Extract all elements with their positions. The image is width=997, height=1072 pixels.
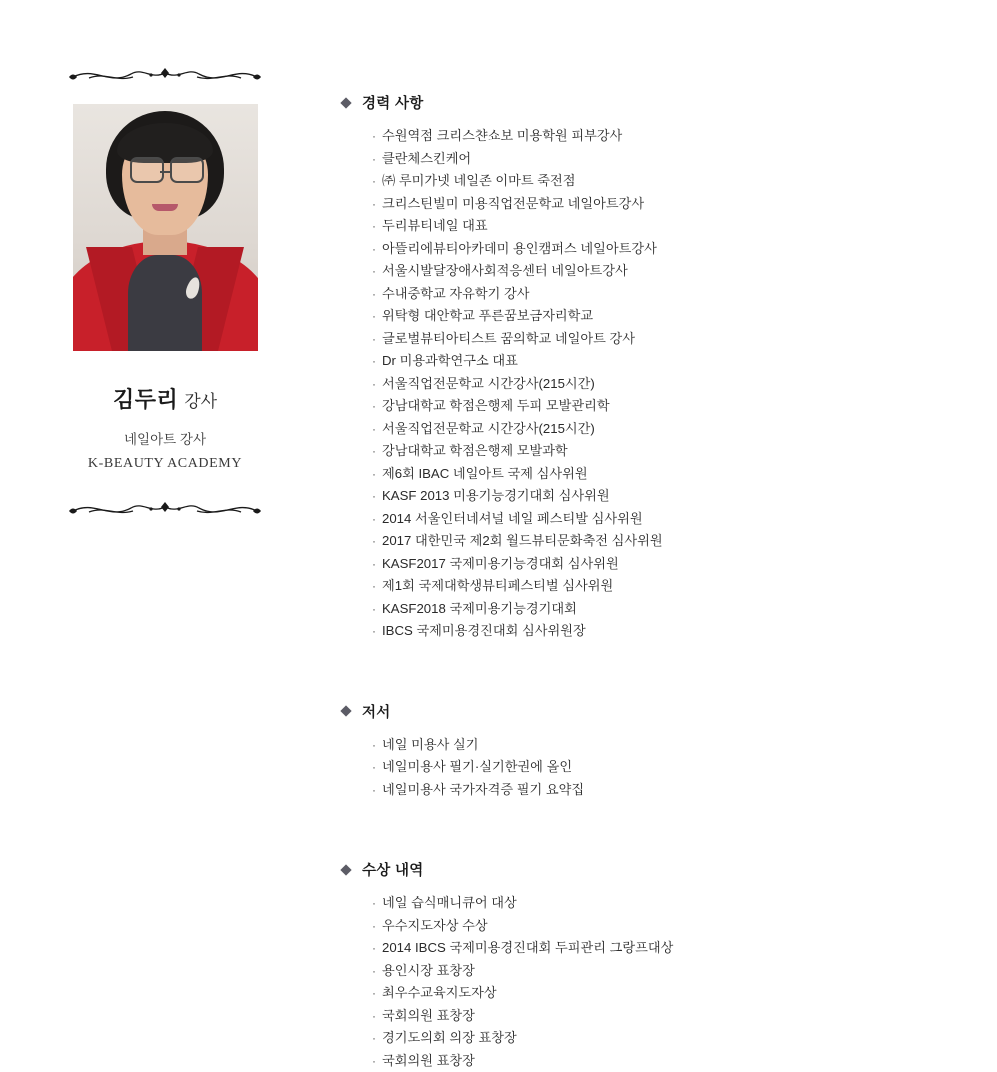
item-bullet: · xyxy=(372,305,376,328)
list-item-label: IBCS 국제미용경진대회 심사위원장 xyxy=(382,620,586,643)
list-item xyxy=(372,734,997,757)
list-item xyxy=(372,440,997,463)
profile-column xyxy=(0,0,330,522)
item-bullet: · xyxy=(372,148,376,171)
section-career-list xyxy=(342,125,997,643)
list-item xyxy=(372,463,997,486)
section-books-list xyxy=(342,734,997,802)
list-item-label: 우수지도자상 수상 xyxy=(382,915,488,938)
section-books-title: 저서 xyxy=(362,701,391,722)
item-bullet: · xyxy=(372,260,376,283)
list-item-label: 용인시장 표창장 xyxy=(382,960,475,983)
list-item-label: 2014 서울인터네셔널 네일 페스티발 심사위원 xyxy=(382,508,643,531)
item-bullet: · xyxy=(372,215,376,238)
list-item xyxy=(372,598,997,621)
list-item-label: 수내중학교 자유학기 강사 xyxy=(382,283,529,306)
sections-column xyxy=(330,0,997,1072)
section-awards-list xyxy=(342,892,997,1072)
item-bullet: · xyxy=(372,125,376,148)
instructor-name-main: 김두리 xyxy=(113,387,178,412)
list-item-label: Dr 미용과학연구소 대표 xyxy=(382,350,518,373)
item-bullet: · xyxy=(372,463,376,486)
list-item xyxy=(372,915,997,938)
list-item-label: 수원역점 크리스챤쇼보 미용학원 피부강사 xyxy=(382,125,622,148)
section-awards-header xyxy=(342,859,997,880)
list-item xyxy=(372,170,997,193)
diamond-bullet-icon xyxy=(340,864,351,875)
item-bullet: · xyxy=(372,937,376,960)
list-item-label: KASF2018 국제미용기능경기대회 xyxy=(382,598,577,621)
diamond-bullet-icon xyxy=(340,97,351,108)
item-bullet: · xyxy=(372,915,376,938)
flourish-divider-icon xyxy=(65,62,265,88)
item-bullet: · xyxy=(372,530,376,553)
list-item xyxy=(372,215,997,238)
item-bullet: · xyxy=(372,960,376,983)
list-item xyxy=(372,1050,997,1072)
item-bullet: · xyxy=(372,440,376,463)
item-bullet: · xyxy=(372,620,376,643)
list-item xyxy=(372,193,997,216)
list-item xyxy=(372,238,997,261)
list-item xyxy=(372,508,997,531)
section-career-header xyxy=(342,92,997,113)
list-item xyxy=(372,148,997,171)
list-item xyxy=(372,1027,997,1050)
list-item xyxy=(372,575,997,598)
list-item xyxy=(372,530,997,553)
item-bullet: · xyxy=(372,283,376,306)
item-bullet: · xyxy=(372,892,376,915)
item-bullet: · xyxy=(372,350,376,373)
item-bullet: · xyxy=(372,170,376,193)
item-bullet: · xyxy=(372,238,376,261)
list-item xyxy=(372,485,997,508)
list-item-label: 제1회 국제대학생뷰티페스티벌 심사위원 xyxy=(382,575,613,598)
list-item-label: 강남대학교 학점은행제 두피 모발관리학 xyxy=(382,395,610,418)
list-item xyxy=(372,779,997,802)
list-item-label: 2017 대한민국 제2회 월드뷰티문화축전 심사위원 xyxy=(382,530,663,553)
list-item-label: 두리뷰티네일 대표 xyxy=(382,215,488,238)
item-bullet: · xyxy=(372,1027,376,1050)
list-item-label: KASF 2013 미용기능경기대회 심사위원 xyxy=(382,485,610,508)
list-item xyxy=(372,350,997,373)
list-item-label: 서울직업전문학교 시간강사(215시간) xyxy=(382,373,595,396)
list-item xyxy=(372,960,997,983)
list-item-label: 클란체스킨케어 xyxy=(382,148,471,171)
list-item-label: 2014 IBCS 국제미용경진대회 두피관리 그랑프대상 xyxy=(382,937,673,960)
list-item xyxy=(372,1005,997,1028)
list-item-label: 크리스틴빌미 미용직업전문학교 네일아트강사 xyxy=(382,193,644,216)
item-bullet: · xyxy=(372,734,376,757)
list-item-label: 서울시발달장애사회적응센터 네일아트강사 xyxy=(382,260,628,283)
item-bullet: · xyxy=(372,1050,376,1072)
item-bullet: · xyxy=(372,982,376,1005)
instructor-name xyxy=(113,383,217,414)
item-bullet: · xyxy=(372,328,376,351)
section-career-title: 경력 사항 xyxy=(362,92,424,113)
list-item xyxy=(372,892,997,915)
list-item xyxy=(372,395,997,418)
item-bullet: · xyxy=(372,418,376,441)
list-item-label: 네일 습식매니큐어 대상 xyxy=(382,892,517,915)
item-bullet: · xyxy=(372,373,376,396)
instructor-role: 네일아트 강사 xyxy=(124,428,206,448)
list-item xyxy=(372,125,997,148)
list-item-label: KASF2017 국제미용기능경대회 심사위원 xyxy=(382,553,619,576)
section-awards xyxy=(342,859,997,1072)
list-item xyxy=(372,756,997,779)
portrait-photo xyxy=(73,104,258,351)
list-item xyxy=(372,328,997,351)
item-bullet: · xyxy=(372,485,376,508)
list-item xyxy=(372,373,997,396)
list-item-label: 국회의원 표창장 xyxy=(382,1050,475,1072)
list-item-label: ㈜ 루미가넷 네일존 이마트 죽전점 xyxy=(382,170,575,193)
list-item-label: 경기도의회 의장 표창장 xyxy=(382,1027,517,1050)
diamond-bullet-icon xyxy=(340,705,351,716)
list-item-label: 강남대학교 학점은행제 모발과학 xyxy=(382,440,568,463)
list-item-label: 네일 미용사 실기 xyxy=(382,734,479,757)
section-books-header xyxy=(342,701,997,722)
list-item-label: 위탁형 대안학교 푸른꿈보금자리학교 xyxy=(382,305,593,328)
list-item-label: 최우수교육지도자상 xyxy=(382,982,497,1005)
section-books xyxy=(342,701,997,802)
list-item xyxy=(372,620,997,643)
avatar xyxy=(73,104,258,351)
item-bullet: · xyxy=(372,1005,376,1028)
list-item xyxy=(372,937,997,960)
list-item-label: 글로벌뷰티아티스트 꿈의학교 네일아트 강사 xyxy=(382,328,635,351)
flourish-divider-icon xyxy=(65,496,265,522)
list-item xyxy=(372,283,997,306)
instructor-name-suffix: 강사 xyxy=(184,392,217,411)
item-bullet: · xyxy=(372,193,376,216)
list-item-label: 국회의원 표창장 xyxy=(382,1005,475,1028)
item-bullet: · xyxy=(372,508,376,531)
item-bullet: · xyxy=(372,756,376,779)
list-item xyxy=(372,305,997,328)
list-item-label: 제6회 IBAC 네일아트 국제 심사위원 xyxy=(382,463,588,486)
instructor-organization: K-BEAUTY ACADEMY xyxy=(88,456,242,472)
list-item-label: 네일미용사 국가자격증 필기 요약집 xyxy=(382,779,584,802)
list-item xyxy=(372,418,997,441)
list-item xyxy=(372,260,997,283)
list-item-label: 아뜰리에뷰티아카데미 용인캠퍼스 네일아트강사 xyxy=(382,238,657,261)
item-bullet: · xyxy=(372,575,376,598)
section-career xyxy=(342,92,997,643)
section-awards-title: 수상 내역 xyxy=(362,859,424,880)
item-bullet: · xyxy=(372,395,376,418)
list-item xyxy=(372,982,997,1005)
list-item-label: 네일미용사 필기·실기한권에 올인 xyxy=(382,756,572,779)
item-bullet: · xyxy=(372,779,376,802)
item-bullet: · xyxy=(372,598,376,621)
list-item xyxy=(372,553,997,576)
list-item-label: 서울직업전문학교 시간강사(215시간) xyxy=(382,418,595,441)
item-bullet: · xyxy=(372,553,376,576)
